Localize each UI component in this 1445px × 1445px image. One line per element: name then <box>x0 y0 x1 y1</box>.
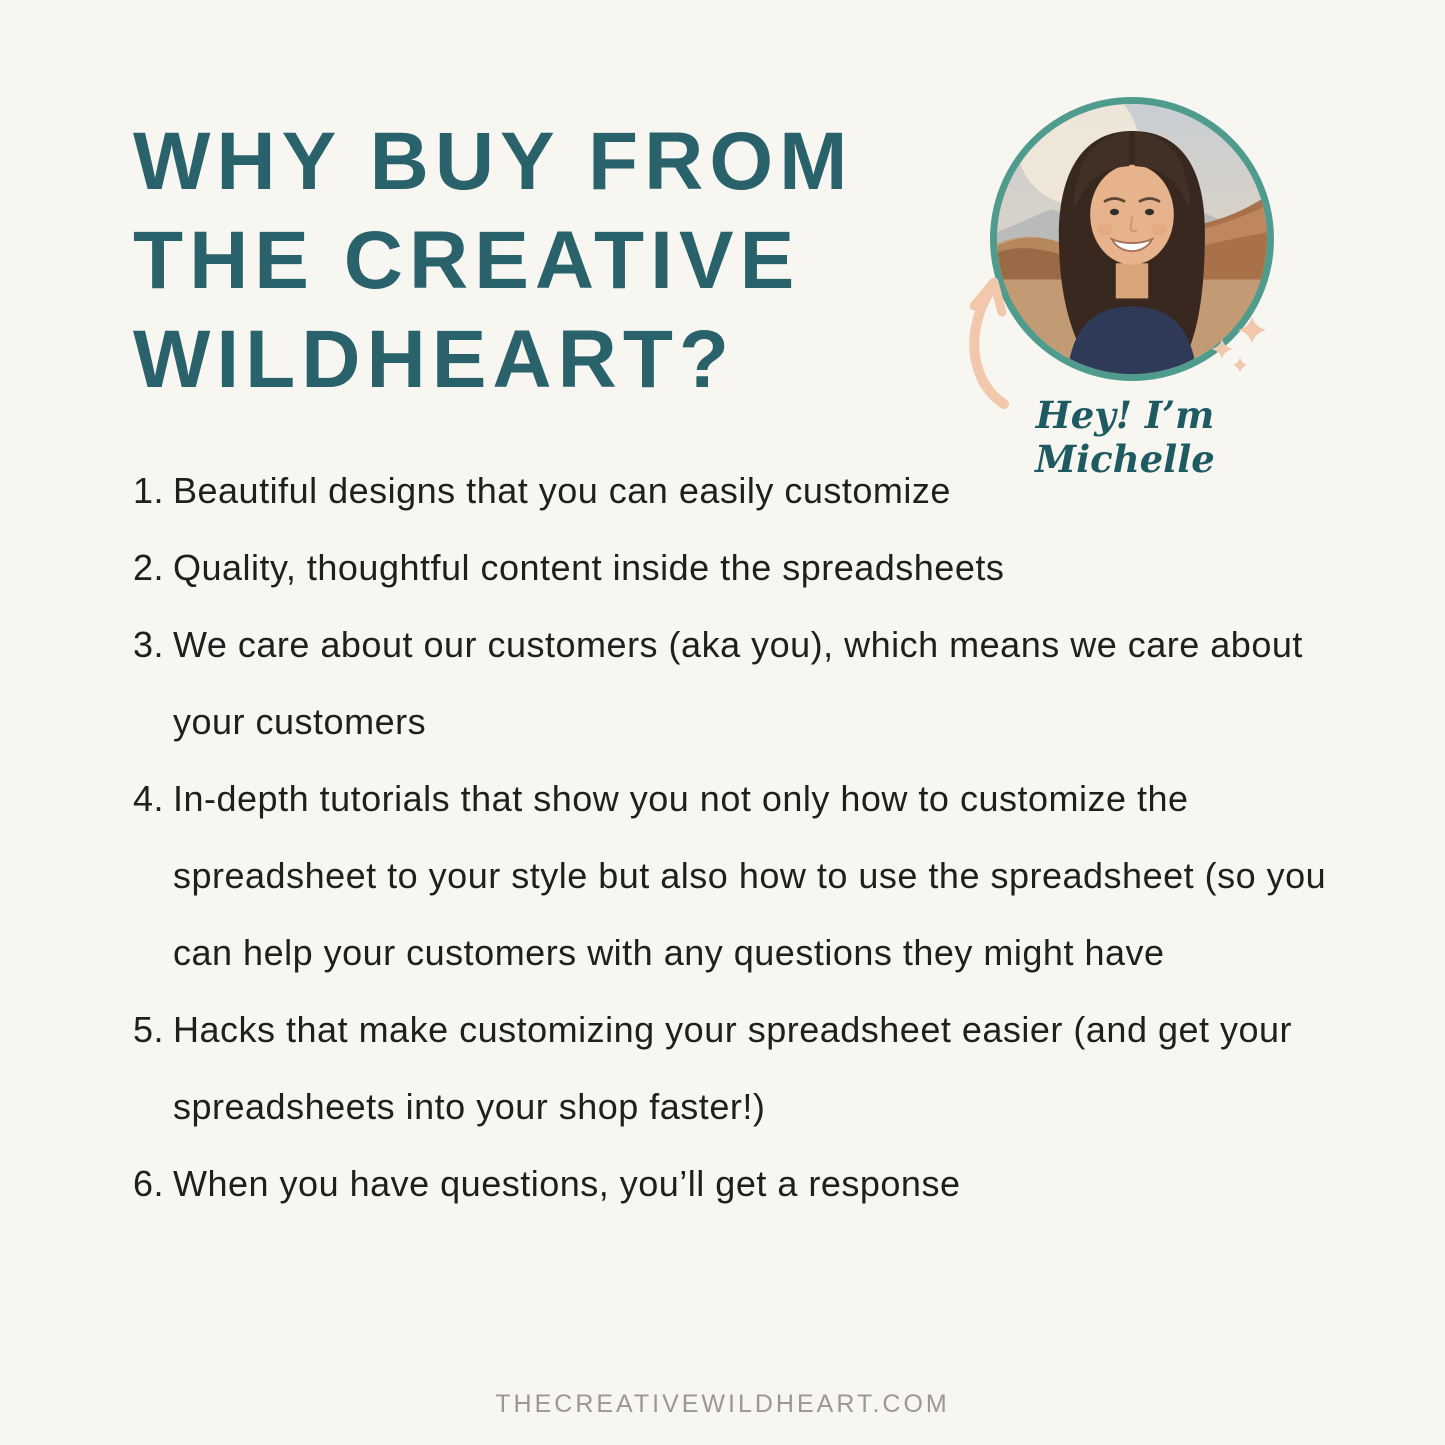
list-item-text: When you have questions, you’ll get a response <box>173 1163 961 1204</box>
list-item-number: 2. <box>133 547 165 588</box>
list-item-number: 5. <box>133 1009 165 1050</box>
list-item-text: In-depth tutorials that show you not only how to customize the spreadsheet to your style but also how to use the spreadsheet (so you can help your customers with any questions they might have <box>173 778 1327 973</box>
list-item <box>133 1145 1348 1222</box>
list-item-text: Quality, thoughtful content inside the spreadsheets <box>173 547 1005 588</box>
reasons-list <box>133 452 1348 1222</box>
list-item <box>133 606 1348 760</box>
list-item-text: We care about our customers (aka you), which means we care about your customers <box>173 624 1303 742</box>
list-item <box>133 991 1348 1145</box>
list-item <box>133 452 1348 529</box>
website-url: THECREATIVEWILDHEART.COM <box>495 1390 950 1418</box>
list-item-number: 3. <box>133 624 165 665</box>
list-item-text: Beautiful designs that you can easily customize <box>173 470 951 511</box>
page-title-line-2: THE CREATIVE <box>133 215 801 306</box>
sparkles-icon <box>1200 315 1278 381</box>
list-item <box>133 760 1348 991</box>
page-title-line-3: WILDHEART? <box>133 314 736 405</box>
list-item-number: 6. <box>133 1163 165 1204</box>
list-item <box>133 529 1348 606</box>
list-item-text: Hacks that make customizing your spreadsheet easier (and get your spreadsheets into your shop faster!) <box>173 1009 1293 1127</box>
list-item-number: 4. <box>133 778 165 819</box>
list-item-number: 1. <box>133 470 165 511</box>
page-title-line-1: WHY BUY FROM <box>133 116 854 207</box>
arrow-icon <box>948 272 1024 410</box>
profile-caption: Hey! I’m Michelle <box>1035 393 1215 481</box>
page-title <box>133 112 933 409</box>
